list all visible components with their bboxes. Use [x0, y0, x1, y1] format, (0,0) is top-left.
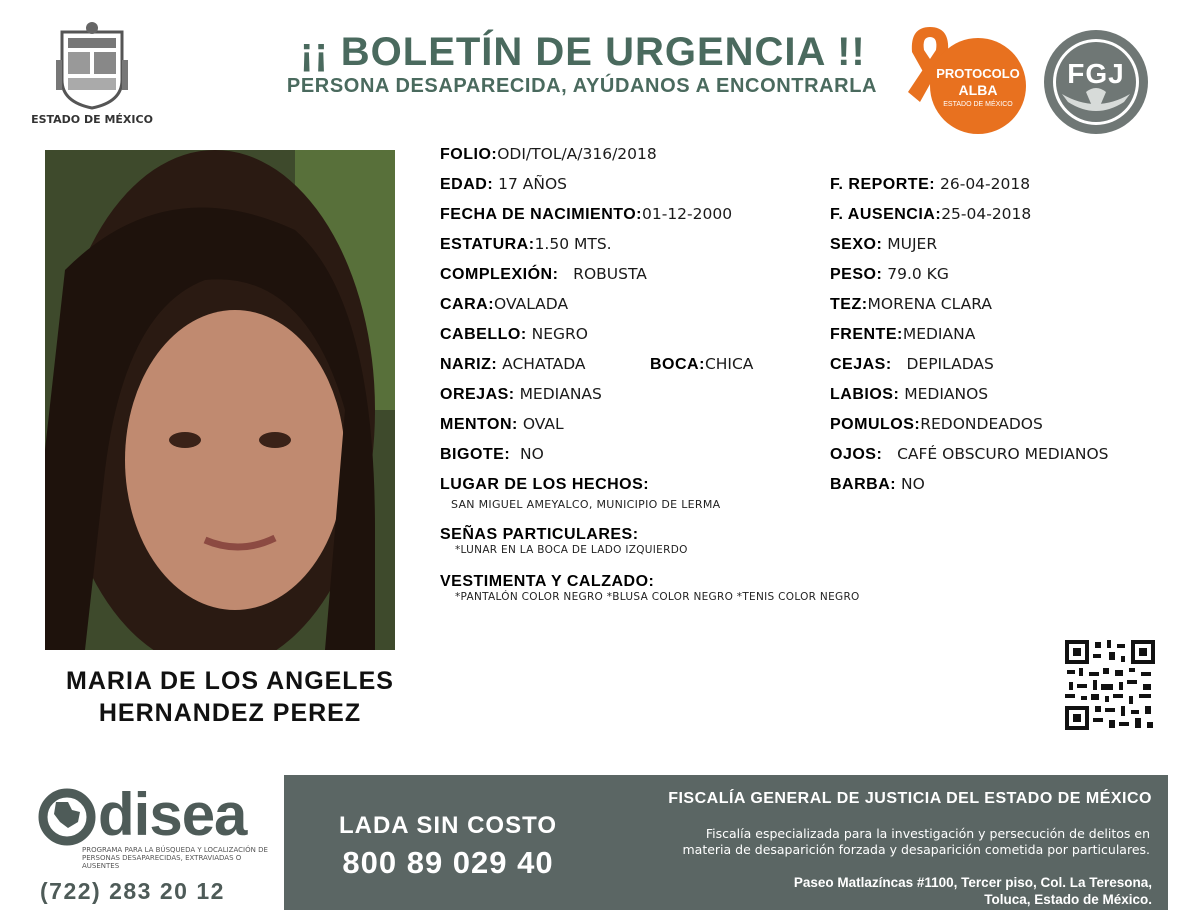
field-fecha-nacimiento: [440, 205, 732, 224]
field-value: 26-04-2018: [940, 175, 1031, 193]
field-labios: [830, 385, 988, 404]
field-value: MEDIANA: [902, 325, 976, 343]
field-lugar-label: [440, 475, 649, 494]
odisea-logo-text: disea: [98, 781, 247, 848]
field-label: NARIZ:: [440, 356, 498, 373]
field-folio: [440, 145, 657, 164]
field-label: FOLIO:: [440, 146, 498, 163]
field-label: OREJAS:: [440, 386, 515, 403]
field-f-reporte: [830, 175, 1030, 194]
field-value: ODI/TOL/A/316/2018: [497, 145, 657, 163]
person-name-line2: HERNANDEZ PEREZ: [98, 699, 362, 727]
field-value: MEDIANAS: [519, 385, 602, 403]
field-value: ROBUSTA: [573, 265, 647, 283]
odisea-phone: (722) 283 20 12: [40, 878, 225, 904]
odisea-description: PROGRAMA PARA LA BÚSQUEDA Y LOCALIZACIÓN DE PERSONAS DESAPARECIDAS, EXTRAVIADAS O AUSENTES: [82, 846, 268, 870]
field-value: 01-12-2000: [642, 205, 733, 223]
field-label: SEXO:: [830, 236, 883, 253]
field-label: FRENTE:: [830, 326, 903, 343]
field-label: CABELLO:: [440, 326, 527, 343]
field-value: OVAL: [522, 415, 564, 433]
field-barba: [830, 475, 925, 494]
field-label: COMPLEXIÓN:: [440, 266, 559, 283]
page-title: ¡¡ BOLETÍN DE URGENCIA !!: [300, 30, 866, 74]
field-value: 1.50 MTS.: [534, 235, 612, 253]
fiscalia-address: [640, 874, 1152, 908]
field-value: CAFÉ OBSCURO MEDIANOS: [897, 445, 1109, 463]
field-pomulos: [830, 415, 1043, 434]
odisea-pin-icon: [38, 788, 96, 846]
field-label: BIGOTE:: [440, 446, 511, 463]
field-label: CARA:: [440, 296, 495, 313]
field-label: TEZ:: [830, 296, 868, 313]
field-value: NEGRO: [531, 325, 588, 343]
field-cejas: [830, 355, 994, 374]
field-value: NO: [520, 445, 544, 463]
field-vestimenta-value: *PANTALÓN COLOR NEGRO *BLUSA COLOR NEGRO *TENIS COLOR NEGRO: [455, 591, 860, 603]
field-label: ESTATURA:: [440, 236, 535, 253]
field-label: LABIOS:: [830, 386, 900, 403]
field-ojos: [830, 445, 1109, 464]
field-cara: [440, 295, 568, 314]
person-photo: [45, 150, 395, 650]
field-value: MUJER: [887, 235, 938, 253]
fiscalia-desc-line2: materia de desaparición forzada y desaparición cometida por particulares.: [682, 842, 1150, 857]
field-complexion: [440, 265, 647, 284]
field-label: SEÑAS PARTICULARES:: [440, 526, 639, 543]
person-name-line1: MARIA DE LOS ANGELES: [66, 667, 394, 695]
field-value: 17 AÑOS: [498, 175, 567, 193]
protocolo-line3: ESTADO DE MÉXICO: [943, 101, 1013, 108]
field-label: EDAD:: [440, 176, 494, 193]
person-name: [40, 665, 420, 729]
protocolo-line2: ALBA: [958, 82, 998, 98]
field-senas-value: *LUNAR EN LA BOCA DE LADO IZQUIERDO: [455, 544, 688, 556]
field-value: ACHATADA: [502, 355, 586, 373]
field-label: MENTON:: [440, 416, 518, 433]
field-orejas: [440, 385, 602, 404]
lada-panel: [284, 775, 590, 910]
fiscalia-desc-line1: Fiscalía especializada para la investigación y persecución de delitos en: [705, 826, 1150, 841]
fiscalia-description: [600, 826, 1150, 858]
fiscalia-title: FISCALÍA GENERAL DE JUSTICIA DEL ESTADO DE MÉXICO: [668, 790, 1152, 807]
field-value: MORENA CLARA: [867, 295, 992, 313]
field-tez: [830, 295, 992, 314]
fiscalia-addr-line1: Paseo Matlazíncas #1100, Tercer piso, Col. La Teresona,: [793, 875, 1152, 890]
field-value: REDONDEADOS: [920, 415, 1043, 433]
field-label: PESO:: [830, 266, 883, 283]
page-subtitle: PERSONA DESAPARECIDA, AYÚDANOS A ENCONTRARLA: [286, 75, 878, 97]
field-nariz: [440, 355, 586, 374]
field-sexo: [830, 235, 937, 254]
field-label: BARBA:: [830, 476, 897, 493]
qr-code-icon: [1063, 638, 1157, 732]
field-vestimenta-label: [440, 572, 654, 591]
field-label: BOCA:: [650, 356, 705, 373]
field-label: OJOS:: [830, 446, 883, 463]
field-label: VESTIMENTA Y CALZADO:: [440, 573, 655, 590]
field-value: CHICA: [704, 355, 754, 373]
field-cabello: [440, 325, 588, 344]
lada-number: 800 89 029 40: [342, 845, 554, 880]
field-value: DEPILADAS: [906, 355, 994, 373]
fgj-badge-icon: [1042, 28, 1150, 136]
field-estatura: [440, 235, 612, 254]
field-menton: [440, 415, 564, 434]
protocolo-alba-badge: [930, 38, 1026, 134]
protocolo-line1: PROTOCOLO: [936, 66, 1020, 81]
lada-label: LADA SIN COSTO: [338, 812, 557, 839]
field-label: F. AUSENCIA:: [830, 206, 942, 223]
field-boca: [650, 355, 753, 374]
field-label: CEJAS:: [830, 356, 892, 373]
field-senas-label: [440, 525, 639, 544]
field-f-ausencia: [830, 205, 1031, 224]
field-label: FECHA DE NACIMIENTO:: [440, 206, 642, 223]
field-value: 79.0 KG: [887, 265, 949, 283]
field-frente: [830, 325, 975, 344]
estado-mexico-seal-icon: [52, 20, 132, 110]
field-label: F. REPORTE:: [830, 176, 936, 193]
fgj-label: FGJ: [1067, 58, 1125, 89]
field-lugar-value: SAN MIGUEL AMEYALCO, MUNICIPIO DE LERMA: [451, 498, 721, 511]
field-peso: [830, 265, 949, 284]
field-edad: [440, 175, 567, 194]
fiscalia-addr-line2: Toluca, Estado de México.: [984, 892, 1152, 907]
field-value: OVALADA: [494, 295, 569, 313]
field-label: POMULOS:: [830, 416, 921, 433]
field-value: MEDIANOS: [904, 385, 989, 403]
field-label: LUGAR DE LOS HECHOS:: [440, 476, 650, 493]
field-value: 25-04-2018: [941, 205, 1032, 223]
field-bigote: [440, 445, 544, 464]
field-value: NO: [901, 475, 925, 493]
estado-label: ESTADO DE MÉXICO: [31, 113, 153, 126]
